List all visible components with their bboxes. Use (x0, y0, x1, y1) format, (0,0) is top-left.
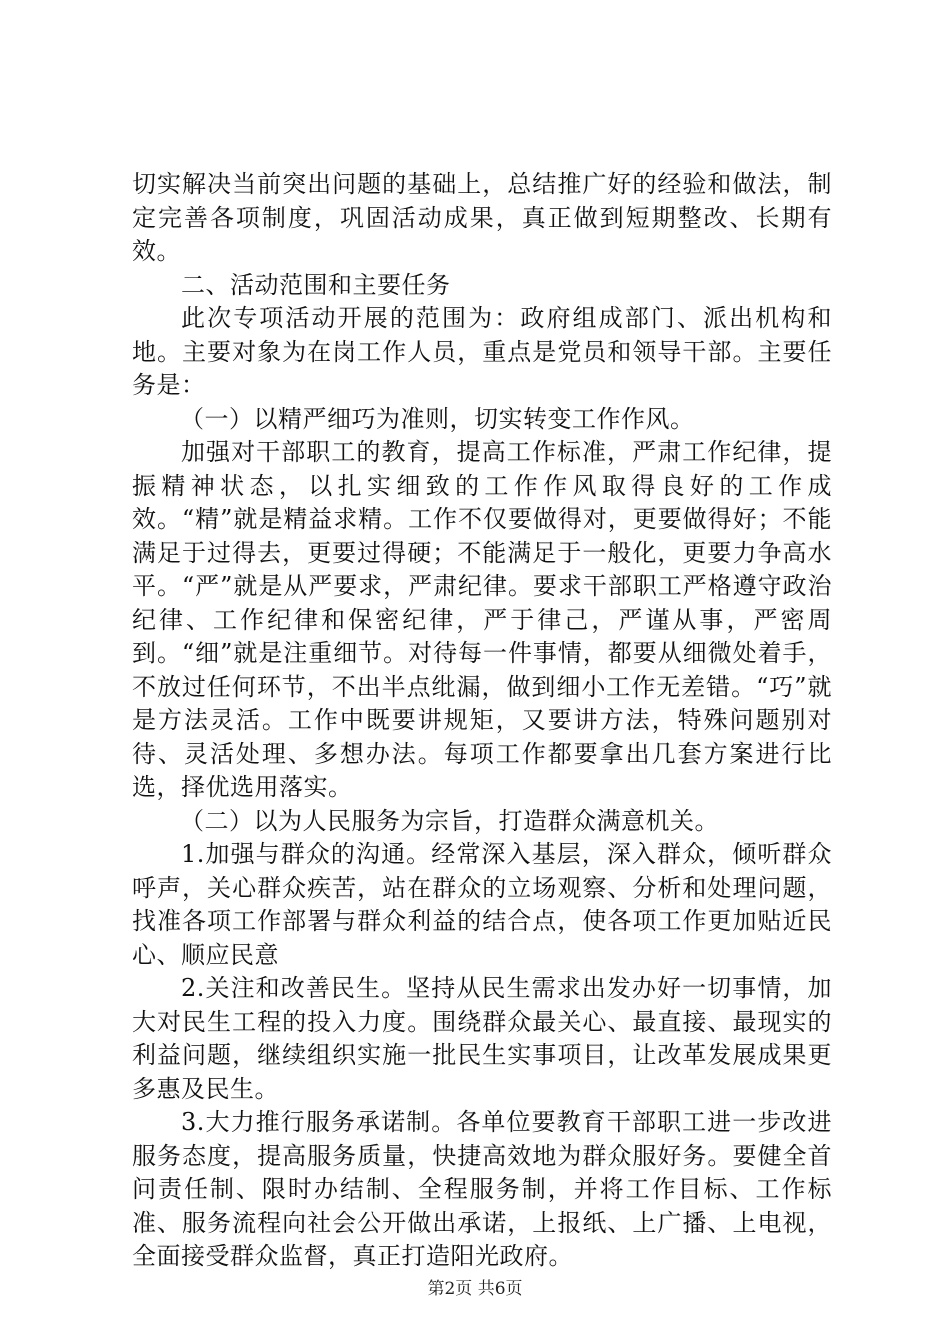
paragraph-scope: 此次专项活动开展的范围为：政府组成部门、派出机构和地。主要对象为在岗工作人员，重点是党员和领导干部。主要任务是： (132, 304, 832, 399)
paragraph-item-1: 1.加强与群众的沟通。经常深入基层，深入群众，倾听群众呼声，关心群众疾苦，站在群众的立场观察、分析和处理问题，找准各项工作部署与群众利益的结合点，使各项工作更加贴近民心、顺应民意 (132, 840, 832, 969)
subheading-serve-people: （二）以为人民服务为宗旨，打造群众满意机关。 (180, 806, 719, 835)
paragraph-continuation: 切实解决当前突出问题的基础上，总结推广好的经验和做法，制定完善各项制度，巩固活动成果，真正做到短期整改、长期有效。 (132, 170, 832, 265)
paragraph-work-style: 加强对干部职工的教育，提高工作标准，严肃工作纪律，提振精神状态，以扎实细致的工作作风取得良好的工作成效。“精”就是精益求精。工作不仅要做得对，更要做得好；不能满足于过得去，更要过得硬；不能满足于一般化，更要力争高水平。“严”就是从严要求，严肃纪律。要求干部职工严格遵守政治纪律、工作纪律和保密纪律，严于律己，严谨从事，严密周到。“细”就是注重细节。对待每一件事情，都要从细微处着手，不放过任何环节，不出半点纰漏，做到细小工作无差错。“巧”就是方法灵活。工作中既要讲规矩，又要讲方法，特殊问题别对待、灵活处理、多想办法。每项工作都要拿出几套方案进行比选，择优选用落实。 (132, 438, 832, 801)
page-footer: 第2页 共6页 (427, 1279, 523, 1299)
subheading-work-style: （一）以精严细巧为准则，切实转变工作作风。 (180, 404, 695, 433)
paragraph-item-2: 2.关注和改善民生。坚持从民生需求出发办好一切事情，加大对民生工程的投入力度。围绕群众最关心、最直接、最现实的利益问题，继续组织实施一批民生实事项目，让改革发展成果更多惠及民生。 (132, 974, 832, 1103)
paragraph-item-3: 3.大力推行服务承诺制。各单位要教育干部职工进一步改进服务态度，提高服务质量，快捷高效地为群众服好务。要健全首问责任制、限时办结制、全程服务制，并将工作目标、工作标准、服务流程向社会公开做出承诺，上报纸、上广播、上电视，全面接受群众监督，真正打造阳光政府。 (132, 1108, 832, 1270)
section-heading-activity-scope: 二、活动范围和主要任务 (181, 270, 451, 299)
document-body (132, 168, 832, 1274)
